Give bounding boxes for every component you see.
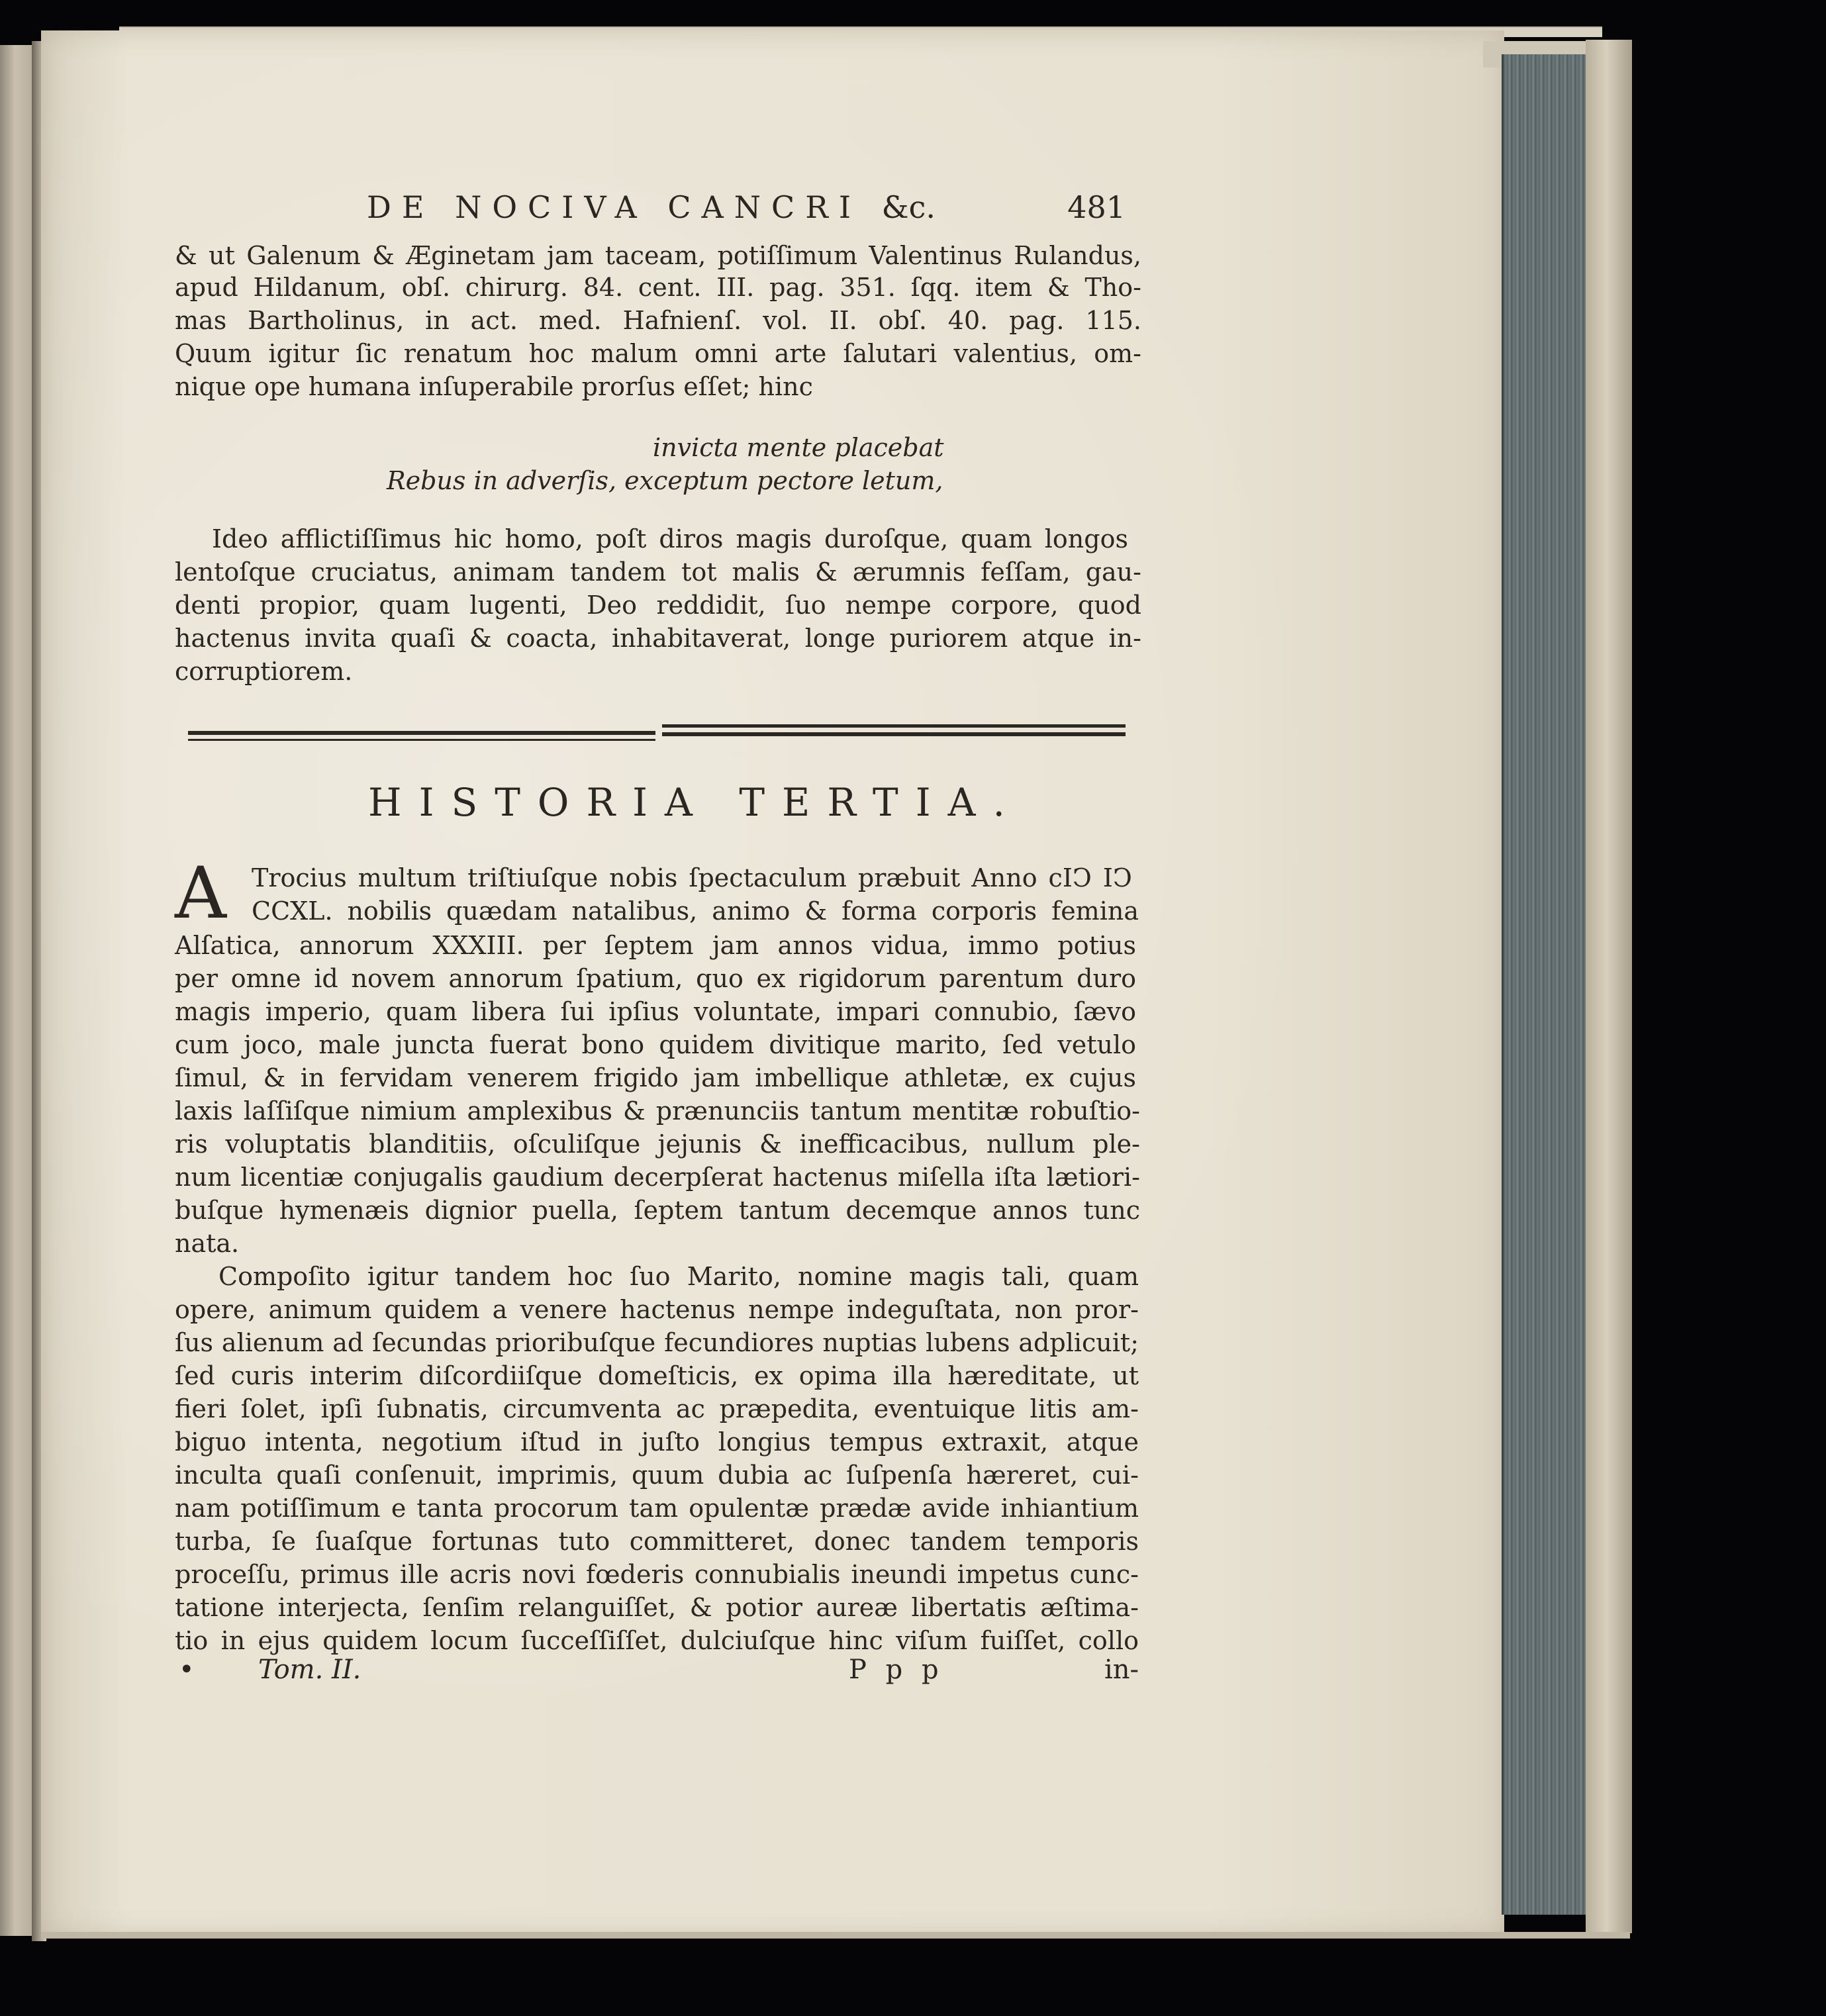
verse-line: Rebus in adverſis, exceptum pectore letum, bbox=[387, 466, 943, 495]
text-line: CCXL. nobilis quædam natalibus, animo & forma corporis femina bbox=[252, 896, 1139, 926]
text-line: magis imperio, quam libera ſui ipſius voluntate, impari connubio, ſævo bbox=[175, 997, 1136, 1026]
ornamental-rule bbox=[662, 732, 1126, 736]
text-line: nata. bbox=[175, 1229, 240, 1258]
text-line: nique ope humana inſuperabile prorſus eſſet; hinc bbox=[175, 372, 813, 401]
text-line: turba, ſe ſuaſque fortunas tuto committeret, donec tandem temporis bbox=[175, 1527, 1139, 1556]
text-line: inculta quaſi conſenuit, imprimis, quum dubia ac ſuſpenſa hæreret, cui- bbox=[175, 1461, 1139, 1490]
text-line: laxis laſſiſque nimium amplexibus & prænunciis tantum mentitæ robuſtio- bbox=[175, 1096, 1140, 1126]
text-line: biguo intenta, negotium iſtud in juſto longius tempus extraxit, atque bbox=[175, 1427, 1139, 1457]
text-line: tatione interjecta, ſenſim relanguiſſet, & potior aureæ libertatis æſtima- bbox=[175, 1593, 1139, 1622]
running-head bbox=[175, 184, 1131, 230]
text-line: ſus alienum ad ſecundas prioribuſque fecundiores nuptias lubens adplicuit; bbox=[175, 1328, 1139, 1357]
text-line: opere, animum quidem a venere hactenus nempe indeguſtata, non pror- bbox=[175, 1295, 1139, 1324]
text-line: apud Hildanum, obſ. chirurg. 84. cent. III. pag. 351. ſqq. item & Tho- bbox=[175, 273, 1141, 302]
signature-mark: P p p bbox=[849, 1655, 944, 1685]
ornamental-rule bbox=[188, 731, 655, 735]
text-line: & ut Galenum & Æginetam jam taceam, potiſſimum Valentinus Rulandus, bbox=[175, 241, 1141, 270]
text-line: ſimul, & in fervidam venerem frigido jam imbellique athletæ, ex cujus bbox=[175, 1063, 1136, 1092]
text-line: ris voluptatis blanditiis, oſculiſque jejunis & inefficacibus, nullum ple- bbox=[175, 1129, 1140, 1159]
text-line: Alſatica, annorum XXXIII. per ſeptem jam annos vidua, immo potius bbox=[175, 931, 1136, 960]
ornamental-rule bbox=[662, 724, 1126, 728]
text-line: hactenus invita quaſi & coacta, inhabitaverat, longe puriorem atque in- bbox=[175, 624, 1141, 653]
binding-board-edge bbox=[1586, 40, 1632, 1933]
ornamental-rule bbox=[188, 739, 655, 741]
page-number: 481 bbox=[1067, 189, 1126, 225]
text-line: num licentiæ conjugalis gaudium decerpſerat hactenus miſella iſta lætiori- bbox=[175, 1163, 1140, 1192]
text-line: Ideo afflictiſſimus hic homo, poſt diros magis duroſque, quam longos bbox=[212, 524, 1128, 553]
text-line: Trocius multum triſtiuſque nobis ſpectaculum præbuit Anno cIↃ IↃ bbox=[252, 863, 1132, 892]
drop-cap: A bbox=[175, 852, 226, 935]
text-line: cum joco, male juncta fuerat bono quidem divitique marito, ſed vetulo bbox=[175, 1030, 1136, 1059]
text-line: buſque hymenæis dignior puella, ſeptem tantum decemque annos tunc bbox=[175, 1196, 1140, 1225]
footer-bullet: • bbox=[179, 1655, 195, 1685]
running-head-title: DE NOCIVA CANCRI &c. bbox=[367, 189, 936, 225]
page-bottom-edge bbox=[41, 1932, 1630, 1939]
text-line: nam potiſſimum e tanta procorum tam opulentæ prædæ avide inhiantium bbox=[175, 1494, 1139, 1523]
verse-line: invicta mente placebat bbox=[653, 433, 944, 462]
text-line: per omne id novem annorum ſpatium, quo ex rigidorum parentum duro bbox=[175, 964, 1136, 993]
text-line: tio in ejus quidem locum ſucceſſiſſet, dulciuſque hinc viſum fuiſſet, collo bbox=[175, 1626, 1139, 1655]
text-line: denti propior, quam lugenti, Deo reddidit, ſuo nempe corpore, quod bbox=[175, 591, 1141, 620]
page-edges-block bbox=[1502, 54, 1591, 1915]
text-line: proceſſu, primus ille acris novi fœderis connubialis ineundi impetus cunc- bbox=[175, 1560, 1139, 1589]
volume-mark: Tom. II. bbox=[258, 1655, 361, 1685]
text-line: Compoſito igitur tandem hoc ſuo Marito, nomine magis tali, quam bbox=[218, 1262, 1139, 1291]
catchword: in- bbox=[1104, 1655, 1139, 1685]
text-line: mas Bartholinus, in act. med. Hafnienſ. vol. II. obſ. 40. pag. 115. bbox=[175, 306, 1141, 335]
section-title: HISTORIA TERTIA. bbox=[368, 780, 1022, 825]
text-line: lentoſque cruciatus, animam tandem tot malis & ærumnis feſſam, gau- bbox=[175, 557, 1141, 587]
facing-page-edge bbox=[0, 45, 33, 1936]
text-line: Quum igitur ſic renatum hoc malum omni arte ſalutari valentius, om- bbox=[175, 339, 1141, 368]
running-head-suffix: &c. bbox=[881, 189, 936, 225]
text-line: fieri ſolet, ipſi ſubnatis, circumventa ac præpedita, eventuique litis am- bbox=[175, 1394, 1139, 1423]
text-line: ſed curis interim diſcordiiſque domeſticis, ex opima illa hæreditate, ut bbox=[175, 1361, 1139, 1390]
text-line: corruptiorem. bbox=[175, 657, 353, 686]
